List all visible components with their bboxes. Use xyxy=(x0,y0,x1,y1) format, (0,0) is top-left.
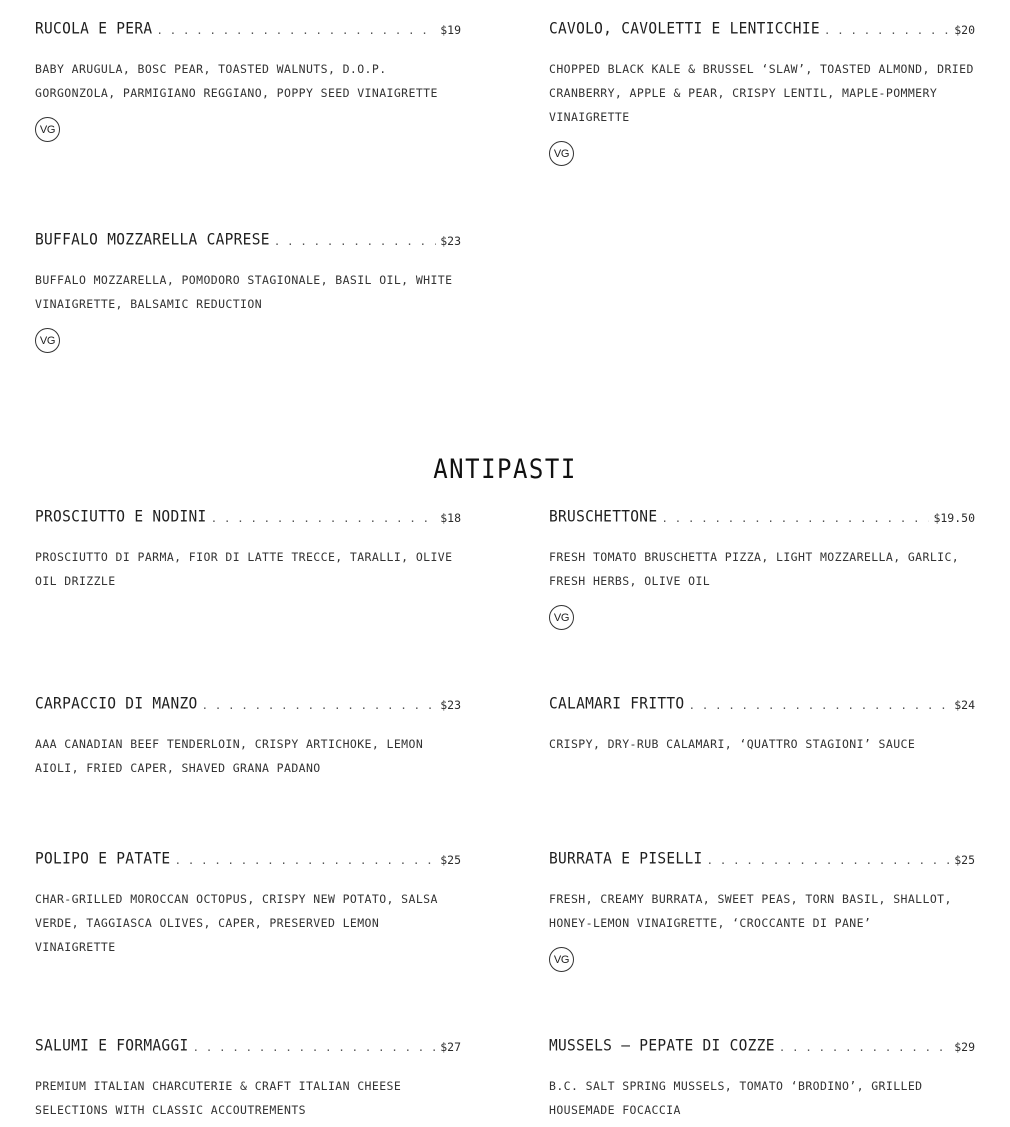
dot-leader xyxy=(661,512,929,525)
menu-item-salumi-e-formaggi xyxy=(35,1039,461,1122)
vegetarian-badge-icon: VG xyxy=(549,947,574,972)
menu-item-buffalo-mozzarella-caprese xyxy=(35,233,461,353)
menu-item-description: PREMIUM ITALIAN CHARCUTERIE & CRAFT ITALIAN CHEESE SELECTIONS WITH CLASSIC ACCOUTREMENTS xyxy=(35,1079,402,1117)
menu-item-name: CAVOLO, CAVOLETTI E LENTICCHIE xyxy=(549,20,820,38)
menu-item-description: BABY ARUGULA, BOSC PEAR, TOASTED WALNUTS, D.O.P. GORGONZOLA, PARMIGIANO REGGIANO, POPPY SEED VINAIGRETTE xyxy=(35,62,438,100)
menu-item-prosciutto-e-nodini xyxy=(35,510,461,593)
menu-item-name: MUSSELS – PEPATE DI COZZE xyxy=(549,1037,775,1055)
vegetarian-badge-icon: VG xyxy=(549,141,574,166)
menu-item-price: $27 xyxy=(440,1040,461,1054)
dot-leader xyxy=(707,854,951,867)
menu-item-name: RUCOLA E PERA xyxy=(35,20,153,38)
dot-leader xyxy=(202,699,437,712)
dot-leader xyxy=(688,699,950,712)
menu-item-header xyxy=(549,697,975,719)
menu-item-price: $19 xyxy=(440,23,461,37)
menu-item-name: CARPACCIO DI MANZO xyxy=(35,695,198,713)
menu-item-name: BUFFALO MOZZARELLA CAPRESE xyxy=(35,231,270,249)
menu-item-header xyxy=(549,1039,975,1061)
menu-item-bruschettone xyxy=(549,510,975,630)
menu-item-cavolo-cavoletti-e-lenticchie xyxy=(549,22,975,166)
menu-item-header xyxy=(549,22,975,44)
menu-item-header xyxy=(35,1039,461,1061)
menu-item-price: $25 xyxy=(954,853,975,867)
menu-item-header xyxy=(35,22,461,44)
menu-item-header xyxy=(35,697,461,719)
dot-leader xyxy=(779,1041,950,1054)
menu-item-calamari-fritto xyxy=(549,697,975,756)
menu-item-description: B.C. SALT SPRING MUSSELS, TOMATO ‘BRODINO’, GRILLED HOUSEMADE FOCACCIA xyxy=(549,1079,923,1117)
vegetarian-badge-icon: VG xyxy=(35,328,60,353)
menu-item-burrata-e-piselli xyxy=(549,852,975,972)
menu-item-header xyxy=(35,510,461,532)
menu-item-description: CRISPY, DRY-RUB CALAMARI, ‘QUATTRO STAGIONI’ SAUCE xyxy=(549,737,916,751)
menu-item-price: $23 xyxy=(440,234,461,248)
dot-leader xyxy=(193,1041,437,1054)
menu-item-name: PROSCIUTTO E NODINI xyxy=(35,508,207,526)
menu-item-price: $18 xyxy=(440,511,461,525)
menu-item-price: $25 xyxy=(440,853,461,867)
menu-item-description: FRESH, CREAMY BURRATA, SWEET PEAS, TORN BASIL, SHALLOT, HONEY-LEMON VINAIGRETTE, ‘CROCCANTE DI PANE’ xyxy=(549,892,952,930)
menu-item-price: $19.50 xyxy=(933,511,975,525)
menu-item-price: $23 xyxy=(440,698,461,712)
vegetarian-badge-icon: VG xyxy=(35,117,60,142)
menu-item-name: CALAMARI FRITTO xyxy=(549,695,685,713)
menu-item-carpaccio-di-manzo xyxy=(35,697,461,780)
menu-item-polipo-e-patate xyxy=(35,852,461,959)
menu-item-description: CHOPPED BLACK KALE & BRUSSEL ‘SLAW’, TOASTED ALMOND, DRIED CRANBERRY, APPLE & PEAR, CRISPY LENTIL, MAPLE-POMMERY VINAIGRETTE xyxy=(549,62,974,124)
menu-item-description: PROSCIUTTO DI PARMA, FIOR DI LATTE TRECCE, TARALLI, OLIVE OIL DRIZZLE xyxy=(35,550,453,588)
menu-item-name: BURRATA E PISELLI xyxy=(549,850,703,868)
dot-leader xyxy=(274,235,436,248)
menu-item-header xyxy=(549,510,975,532)
menu-item-name: POLIPO E PATATE xyxy=(35,850,171,868)
menu-item-price: $29 xyxy=(954,1040,975,1054)
dot-leader xyxy=(174,854,436,867)
menu-item-price: $24 xyxy=(954,698,975,712)
menu-item-description: AAA CANADIAN BEEF TENDERLOIN, CRISPY ARTICHOKE, LEMON AIOLI, FRIED CAPER, SHAVED GRANA PADANO xyxy=(35,737,424,775)
menu-item-description: BUFFALO MOZZARELLA, POMODORO STAGIONALE, BASIL OIL, WHITE VINAIGRETTE, BALSAMIC REDUCTION xyxy=(35,273,453,311)
menu-item-mussels-pepate-di-cozze xyxy=(549,1039,975,1122)
menu-item-header xyxy=(35,852,461,874)
section-title-antipasti: ANTIPASTI xyxy=(433,453,577,485)
vegetarian-badge-icon: VG xyxy=(549,605,574,630)
dot-leader xyxy=(156,24,436,37)
menu-item-name: SALUMI E FORMAGGI xyxy=(35,1037,189,1055)
dot-leader xyxy=(824,24,950,37)
menu-item-description: CHAR-GRILLED MOROCCAN OCTOPUS, CRISPY NEW POTATO, SALSA VERDE, TAGGIASCA OLIVES, CAPER, PRESERVED LEMON VINAIGRETTE xyxy=(35,892,438,954)
menu-item-price: $20 xyxy=(954,23,975,37)
menu-item-description: FRESH TOMATO BRUSCHETTA PIZZA, LIGHT MOZZARELLA, GARLIC, FRESH HERBS, OLIVE OIL xyxy=(549,550,960,588)
menu-item-header xyxy=(35,233,461,255)
dot-leader xyxy=(211,512,437,525)
menu-item-name: BRUSCHETTONE xyxy=(549,508,658,526)
menu-item-header xyxy=(549,852,975,874)
menu-item-rucola-e-pera xyxy=(35,22,461,142)
